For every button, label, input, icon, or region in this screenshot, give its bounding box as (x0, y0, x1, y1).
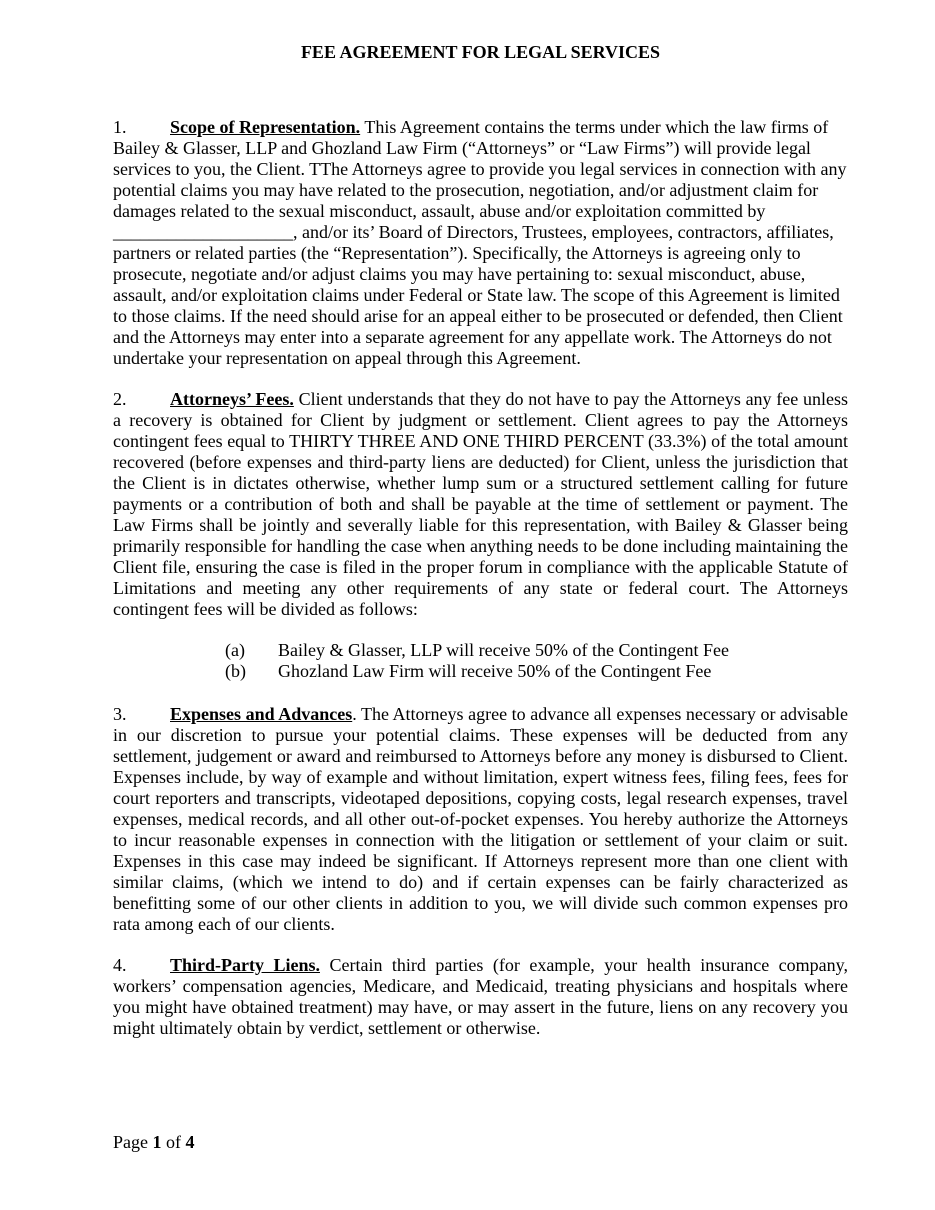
section-number: 1. (113, 117, 127, 137)
page-label: Page (113, 1132, 148, 1152)
section-heading: Scope of Representation. (170, 117, 361, 137)
section-heading: Expenses and Advances (170, 704, 353, 724)
section-scope-of-representation (113, 117, 848, 369)
list-item-marker: (a) (225, 640, 245, 660)
section-body-text: Client understands that they do not have to pay the Attorneys any fee unless a recovery is obtained for Client by judgment or settlement. Client agrees to pay the Attorneys contingent fees equal to THIRTY THREE AND ONE THIRD PERCENT (33.3%) of the total amount recovered (before expenses and third-party liens are deducted) for Client, unless the jurisdiction that the Client is in dictates otherwise, whether lump sum or a structured settlement calling for future payments or a contribution of both and shall be payable at the time of settlement or payment. The Law Firms shall be jointly and severally liable for this representation, with Bailey & Glasser being primarily responsible for handling the case when anything needs to be done including maintaining the Client file, ensuring the case is filed in the proper forum in compliance with the applicable Statute of Limitations and meeting any other requirements of any state or federal court. The Attorneys contingent fees will be divided as follows: (113, 389, 848, 619)
page-number: 1 (152, 1132, 162, 1152)
section-number: 4. (113, 955, 127, 975)
section-body-text: This Agreement contains the terms under which the law firms of Bailey & Glasser, LLP and Ghozland Law Firm (“Attorneys” or “Law Firms”) will provide legal services to you, the Client. TThe Attorneys agree to provide you legal services in connection with any potential claims you may have related to the prosecution, negotiation, and/or adjustment claim for damages related to the sexual misconduct, assault, abuse and/or exploitation committed by ____________________, and/or its’ Board of Directors, Trustees, employees, contractors, affiliates, partners or related parties (the “Representation”). Specifically, the Attorneys is agreeing only to prosecute, negotiate and/or adjust claims you may have pertaining to: sexual misconduct, abuse, assault, and/or exploitation claims under Federal or State law. The scope of this Agreement is limited to those claims. If the need should arise for an appeal either to be prosecuted or defended, then Client and the Attorneys may enter into a separate agreement for any appellate work. The Attorneys do not undertake your representation on appeal through this Agreement. (113, 117, 847, 368)
list-item-b (225, 661, 848, 682)
of-label: of (166, 1132, 181, 1152)
list-item-text: Bailey & Glasser, LLP will receive 50% of the Contingent Fee (278, 640, 730, 660)
list-item-a (225, 640, 848, 661)
fee-split-list (113, 640, 848, 682)
section-number: 3. (113, 704, 127, 724)
total-pages: 4 (185, 1132, 195, 1152)
document-title: FEE AGREEMENT FOR LEGAL SERVICES (300, 42, 661, 62)
section-expenses-and-advances (113, 704, 848, 935)
section-body-text: Certain third parties (for example, your health insurance company, workers’ compensation agencies, Medicare, and Medicaid, treating physicians and hospitals where you might have obtained treatment) may have, or may assert in the future, liens on any recovery you might ultimately obtain by verdict, settlement or otherwise. (113, 955, 848, 1038)
section-body-text: The Attorneys agree to advance all expenses necessary or advisable in our discretion to pursue your potential claims. These expenses will be deducted from any settlement, judgement or award and reimbursed to Attorneys before any money is disbursed to Client. Expenses include, by way of example and without limitation, expert witness fees, filing fees, fees for court reporters and transcripts, videotaped depositions, copying costs, legal research expenses, travel expenses, medical records, and all other out-of-pocket expenses. You hereby authorize the Attorneys to incur reasonable expenses in connection with the litigation or settlement of your claim or suit. Expenses in this case may indeed be significant. If Attorneys represent more than one client with similar claims, (which we intend to do) and if certain expenses can be fairly characterized as benefitting some of our other clients in addition to you, we will divide such common expenses pro rata among each of our clients. (113, 704, 848, 934)
section-heading: Third-Party Liens. (170, 955, 320, 975)
section-heading-punctuation: . (352, 704, 357, 724)
list-item-marker: (b) (225, 661, 246, 681)
section-heading: Attorneys’ Fees. (170, 389, 294, 409)
section-attorneys-fees (113, 389, 848, 620)
section-third-party-liens (113, 955, 848, 1039)
list-item-text: Ghozland Law Firm will receive 50% of the Contingent Fee (278, 661, 712, 681)
section-number: 2. (113, 389, 127, 409)
page-footer (113, 1132, 195, 1153)
